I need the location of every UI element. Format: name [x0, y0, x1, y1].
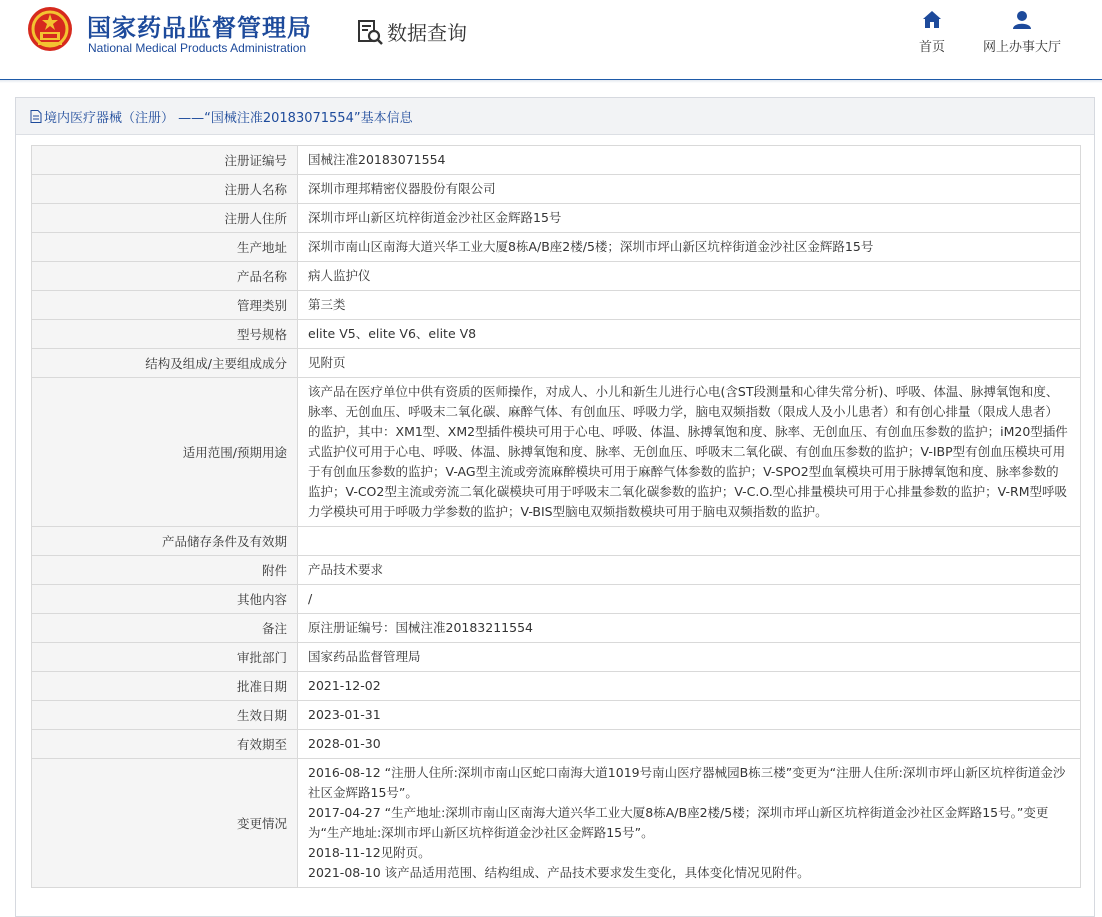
nav-service-hall-label: 网上办事大厅 [982, 40, 1061, 55]
org-name-cn: 国家药品监督管理局 [87, 14, 312, 42]
field-label: 注册证编号 [32, 146, 298, 175]
field-label: 备注 [32, 613, 298, 642]
detail-panel [15, 97, 1095, 917]
field-value: 该产品在医疗单位中供有资质的医师操作，对成人、小儿和新生儿进行心电(含ST段测量和心律失常分析)、呼吸、体温、脉搏氧饱和度、脉率、无创血压、呼吸末二氧化碳、麻醉气体、有创血压、呼吸力学，脑电双频指数（限成人及小儿患者）和有创心排量（限成人患者）的监护，其中：XM1型、XM2型插件模块可用于心电、呼吸、体温、脉搏氧饱和度、脉率、无创血压、有创血压参数的监护；iM20型插件式监护仪可用于心电、呼吸、体温、脉搏氧饱和度、脉率、无创血压、呼吸末二氧化碳、有创血压参数的监护；V-IBP型有创血压模块可用于有创血压参数的监护；V-AG型主流或旁流麻醉模块可用于麻醉气体参数的监护；V-SPO2型血氧模块可用于脉搏氧饱和度、脉率参数的监护；V-CO2型主流或旁流二氧化碳模块可用于呼吸末二氧化碳参数的监护；V-C.O.型心排量模块可用于心排量参数的监护；V-RM型呼吸力学模块可用于呼吸力学参数的监护；V-BIS型脑电双频指数模块可用于脑电双频指数的监护。 [298, 378, 1081, 527]
nav-home-link[interactable] [912, 10, 952, 55]
nav-service-hall-link[interactable] [976, 10, 1068, 55]
user-icon [1012, 10, 1032, 30]
table-row [32, 291, 1081, 320]
field-label: 附件 [32, 555, 298, 584]
field-value: 国家药品监督管理局 [298, 642, 1081, 671]
table-row [32, 700, 1081, 729]
field-value: / [298, 584, 1081, 613]
table-row [32, 378, 1081, 527]
field-value: 2028-01-30 [298, 729, 1081, 758]
field-value: 病人监护仪 [298, 262, 1081, 291]
change-history-row [32, 758, 1081, 887]
document-search-icon [356, 18, 384, 46]
table-row [32, 729, 1081, 758]
field-value: 国械注准20183071554 [298, 146, 1081, 175]
field-label: 注册人住所 [32, 204, 298, 233]
field-label: 批准日期 [32, 671, 298, 700]
section-title [356, 17, 467, 46]
table-row [32, 527, 1081, 556]
change-history-entry: 2017-04-27 “生产地址:深圳市南山区南海大道兴华工业大厦8栋A/B座2楼/5楼；深圳市坪山新区坑梓街道金沙社区金辉路15号。”变更为“生产地址:深圳市坪山新区坑梓街道金沙社区金辉路15号”。 [308, 804, 1049, 840]
nav-home-label: 首页 [918, 40, 945, 55]
table-row [32, 349, 1081, 378]
section-label: 数据查询 [387, 21, 467, 45]
field-label: 变更情况 [32, 758, 298, 887]
table-row [32, 613, 1081, 642]
table-row [32, 320, 1081, 349]
panel-title-text: 境内医疗器械（注册） ——“国械注准20183071554”基本信息 [44, 110, 413, 126]
field-label: 生效日期 [32, 700, 298, 729]
field-value: elite V5、elite V6、elite V8 [298, 320, 1081, 349]
table-row [32, 555, 1081, 584]
change-history-entry: 2016-08-12 “注册人住所:深圳市南山区蛇口南海大道1019号南山医疗器械园B栋三楼”变更为“注册人住所:深圳市坪山新区坑梓街道金沙社区金辉路15号”。 [308, 764, 1066, 800]
table-row [32, 204, 1081, 233]
table-row [32, 175, 1081, 204]
panel-title [16, 98, 1094, 135]
table-row [32, 146, 1081, 175]
field-value [298, 527, 1081, 556]
field-value: 原注册证编号：国械注准20183211554 [298, 613, 1081, 642]
field-label: 管理类别 [32, 291, 298, 320]
national-emblem-icon [26, 5, 74, 53]
field-value: 第三类 [298, 291, 1081, 320]
field-label: 适用范围/预期用途 [32, 378, 298, 527]
field-label: 结构及组成/主要组成成分 [32, 349, 298, 378]
table-row [32, 642, 1081, 671]
change-history-entry: 2021-08-10 该产品适用范围、结构组成、产品技术要求发生变化，具体变化情况见附件。 [308, 864, 810, 880]
change-history-value [298, 758, 1081, 887]
home-icon [922, 10, 942, 30]
field-label: 其他内容 [32, 584, 298, 613]
field-label: 型号规格 [32, 320, 298, 349]
field-value: 深圳市理邦精密仪器股份有限公司 [298, 175, 1081, 204]
change-history-entry: 2018-11-12见附页。 [308, 844, 431, 860]
header-divider [0, 80, 1102, 83]
registration-info-table [31, 145, 1081, 888]
table-row [32, 262, 1081, 291]
site-header [0, 0, 1102, 80]
field-value: 深圳市南山区南海大道兴华工业大厦8栋A/B座2楼/5楼；深圳市坪山新区坑梓街道金沙社区金辉路15号 [298, 233, 1081, 262]
field-value: 产品技术要求 [298, 555, 1081, 584]
field-label: 有效期至 [32, 729, 298, 758]
document-icon [30, 110, 42, 123]
table-row [32, 584, 1081, 613]
table-row [32, 671, 1081, 700]
field-value: 2023-01-31 [298, 700, 1081, 729]
field-value: 见附页 [298, 349, 1081, 378]
field-label: 注册人名称 [32, 175, 298, 204]
field-label: 产品名称 [32, 262, 298, 291]
field-label: 产品储存条件及有效期 [32, 527, 298, 556]
field-label: 审批部门 [32, 642, 298, 671]
field-label: 生产地址 [32, 233, 298, 262]
table-row [32, 233, 1081, 262]
field-value: 深圳市坪山新区坑梓街道金沙社区金辉路15号 [298, 204, 1081, 233]
field-value: 2021-12-02 [298, 671, 1081, 700]
org-name-en: National Medical Products Administration [88, 41, 307, 55]
